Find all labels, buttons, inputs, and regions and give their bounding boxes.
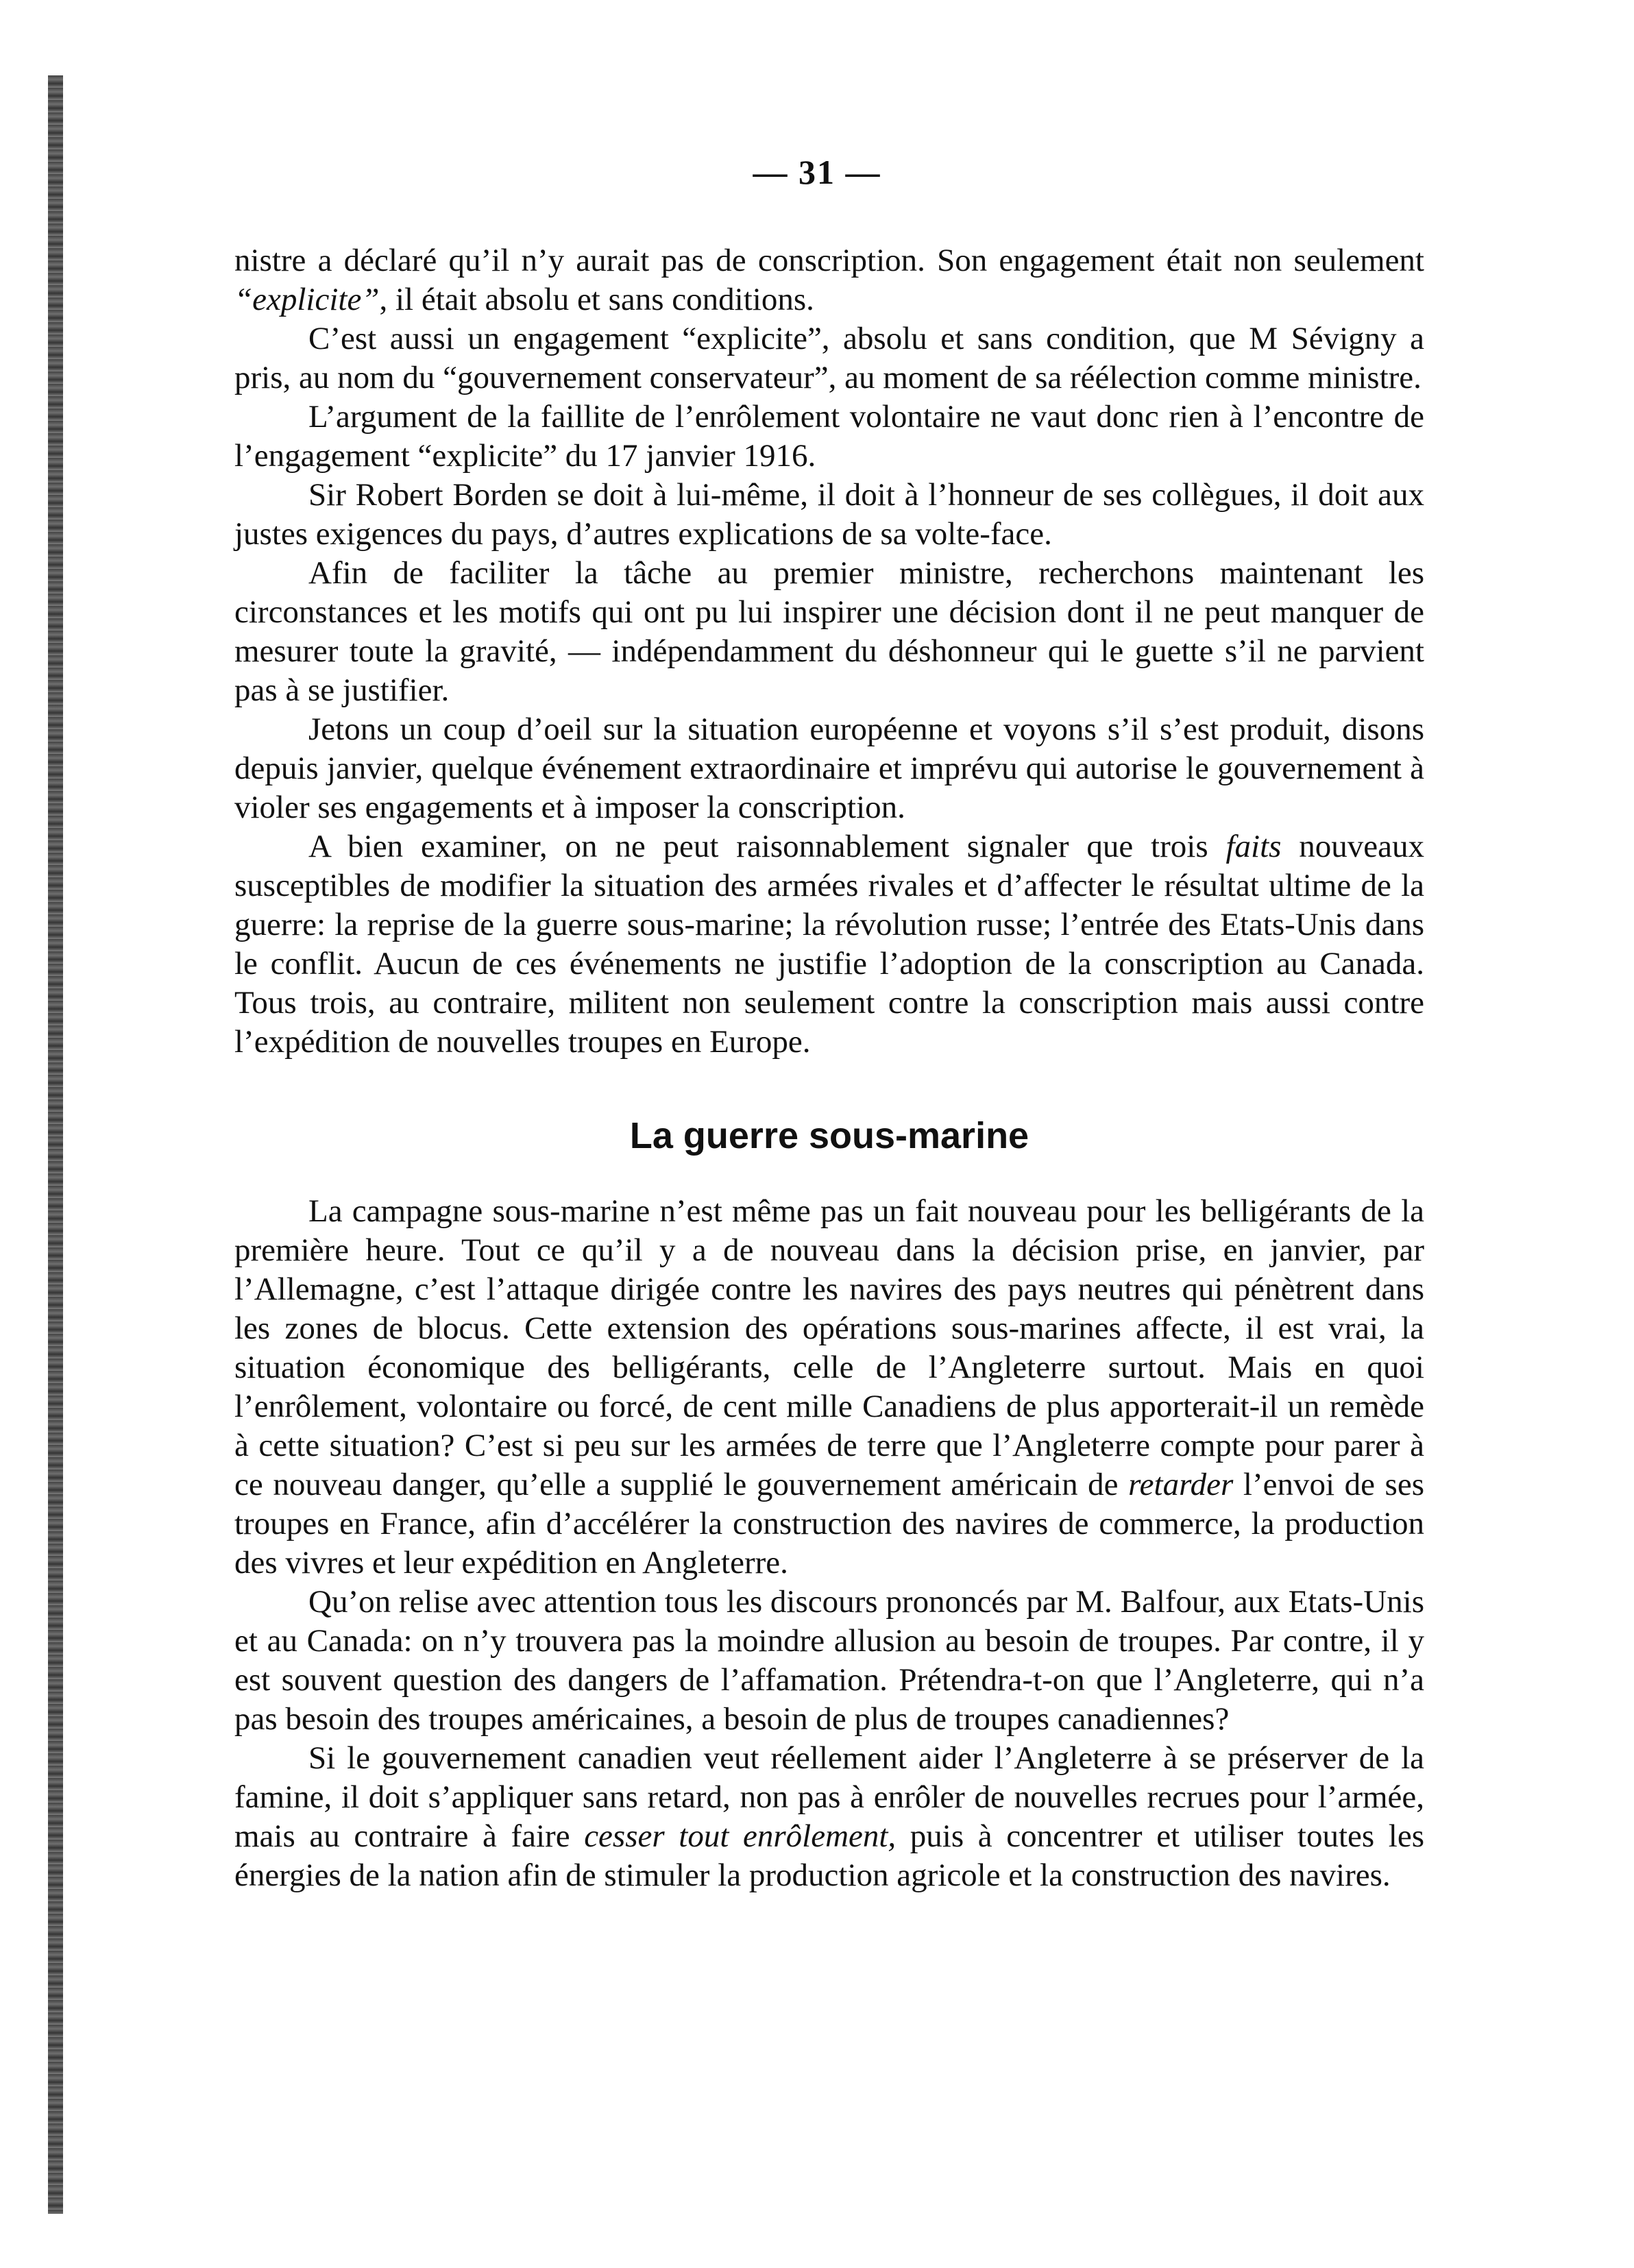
paragraph-p3	[234, 398, 1424, 476]
text-run: Jetons un coup d’oeil sur la situation européenne et voyons s’il s’est produit, disons depuis janvier, quelque événement extraordinaire et imprévu qui autorise le gouvernement à violer ses engagements et à imposer la conscription.	[234, 711, 1424, 825]
text-run: Afin de faciliter la tâche au premier ministre, recherchons maintenant les circonstances et les motifs qui ont pu lui inspirer une décision dont il ne peut manquer de mesurer toute la gravité, — indépendamment du déshonneur qui le guette s’il ne parvient pas à se justifier.	[234, 555, 1424, 708]
text-run: A bien examiner, on ne peut raisonnablement signaler que trois	[308, 829, 1226, 864]
page-binding-edge	[48, 75, 63, 2214]
paragraph-p4	[234, 476, 1424, 554]
text-run: Sir Robert Borden se doit à lui-même, il doit à l’honneur de ses collègues, il doit aux justes exigences du pays, d’autres explications de sa volte-face.	[234, 477, 1424, 552]
text-run: nouveaux susceptibles de modifier la situation des armées rivales et d’affecter le résultat ultime de la guerre: la reprise de la guerre sous-marine; la révolution russe; l’entrée des Etats-Unis dans le conflit. Aucun de ces événements ne justifie l’adoption de la conscription au Canada. Tous trois, au contraire, militent non seulement contre la conscription mais aussi contre l’expédition de nouvelles troupes en Europe.	[234, 829, 1424, 1060]
paragraph-p8	[234, 1192, 1424, 1583]
paragraphs-before-heading	[234, 241, 1424, 1062]
paragraph-p10	[234, 1739, 1424, 1895]
italic-text: cesser tout enrôlement,	[584, 1818, 897, 1854]
text-run: Si le gouvernement canadien veut réellement aider l’Angleterre à se préserver de la famine, il doit s’appliquer sans retard, non pas à enrôler de nouvelles recrues pour l’armée, mais au contraire à faire	[234, 1740, 1424, 1854]
text-run: C’est aussi un engagement “explicite”, absolu et sans condition, que M Sévigny a pris, au nom du “gouvernement conservateur”, au moment de sa réélection comme ministre.	[234, 321, 1424, 395]
text-run: , il était absolu et sans conditions.	[379, 282, 814, 317]
paragraph-p5	[234, 554, 1424, 710]
italic-text: “explicite”	[234, 282, 380, 317]
body-text	[234, 241, 1424, 1895]
italic-text: faits	[1226, 829, 1282, 864]
paragraph-p6	[234, 710, 1424, 827]
paragraph-p7	[234, 827, 1424, 1062]
paragraph-p2	[234, 319, 1424, 398]
section-heading: La guerre sous-marine	[629, 1115, 1029, 1156]
paragraph-p1	[234, 241, 1424, 319]
italic-text: retarder	[1128, 1467, 1234, 1502]
text-run: l’envoi de ses troupes en France, afin d’accélérer la construction des navires de commerce, la production des vivres et leur expédition en Angleterre.	[234, 1467, 1425, 1581]
text-run: Qu’on relise avec attention tous les discours prononcés par M. Balfour, aux Etats-Unis et au Canada: on n’y trouvera pas la moindre allusion au besoin de troupes. Par contre, il y est souvent question des dangers de l’affamation. Prétendra-t-on que l’Angleterre, qui n’a pas besoin des troupes américaines, a besoin de plus de troupes canadiennes?	[234, 1584, 1424, 1737]
text-run: puis à concentrer et utiliser toutes les énergies de la nation afin de stimuler la production agricole et la construction des navires.	[234, 1818, 1424, 1893]
text-run: nistre a déclaré qu’il n’y aurait pas de conscription. Son engagement était non seulement	[234, 243, 1424, 278]
text-run: La campagne sous-marine n’est même pas un fait nouveau pour les belligérants de la première heure. Tout ce qu’il y a de nouveau dans la décision prise, en janvier, par l’Allemagne, c’est l’attaque dirigée contre les navires des pays neutres qui pénètrent dans les zones de blocus. Cette extension des opérations sous-marines affecte, il est vrai, la situation économique des belligérants, celle de l’Angleterre surtout. Mais en quoi l’enrôlement, volontaire ou forcé, de cent mille Canadiens de plus apporterait-il un remède à cette situation? C’est si peu sur les armées de terre que l’Angleterre compte pour parer à ce nouveau danger, qu’elle a supplié le gouvernement américain de	[234, 1193, 1424, 1502]
paragraphs-after-heading	[234, 1192, 1424, 1895]
page-number: — 31 —	[753, 153, 881, 191]
paragraph-p9	[234, 1583, 1424, 1739]
text-run: L’argument de la faillite de l’enrôlement volontaire ne vaut donc rien à l’encontre de l’engagement “explicite” du 17 janvier 1916.	[234, 399, 1424, 474]
